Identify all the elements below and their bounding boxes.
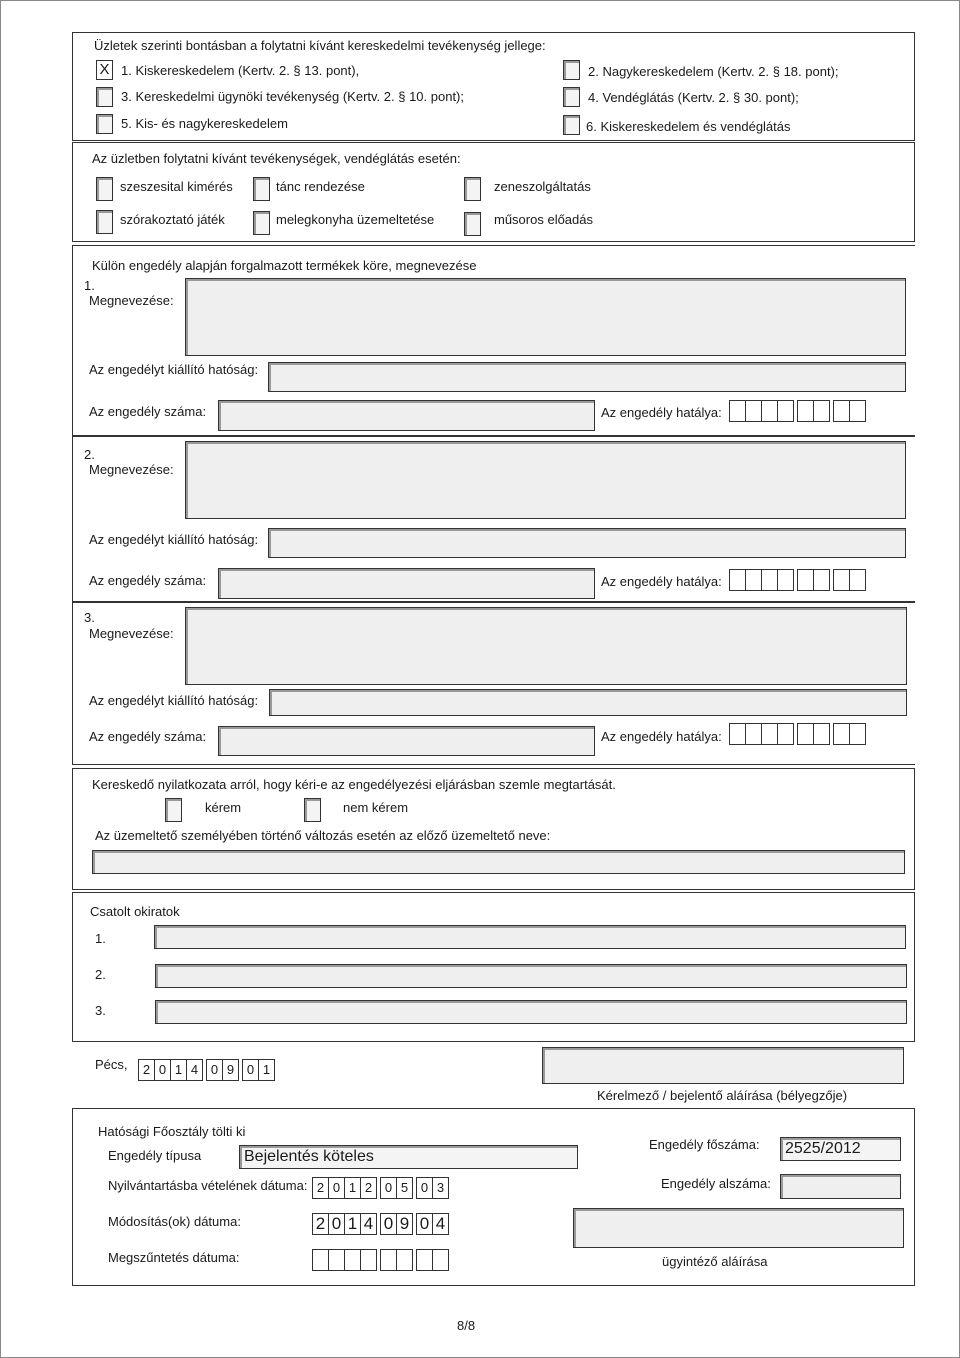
date-digit[interactable]: 2 [312,1177,329,1199]
inspection-yes-label: kérem [205,800,242,815]
main-number-field[interactable]: 2525/2012 [780,1137,901,1161]
attachments-heading: Csatolt okiratok [90,904,180,919]
inspection-no-checkbox[interactable] [304,798,321,822]
permit-3-number: 3. [84,610,95,625]
hospitality-checkbox-games[interactable] [96,210,113,234]
permit-3-validity-label: Az engedély hatálya: [601,729,722,744]
permit-1-validity-boxes[interactable] [730,400,866,424]
date-digit[interactable] [432,1249,449,1271]
permit-2-authority-field[interactable] [268,528,906,558]
date-digit[interactable]: 4 [186,1059,203,1081]
date-digit[interactable]: 0 [328,1213,345,1235]
validity-digit[interactable] [761,569,778,591]
date-digit[interactable]: 1 [344,1177,361,1199]
date-digit[interactable]: 0 [380,1213,397,1235]
attachment-3-number: 3. [95,1003,106,1018]
permit-3-name-field[interactable] [185,607,907,685]
prev-operator-field[interactable] [92,850,905,874]
date-digit[interactable] [380,1249,397,1271]
permit-2-authority-label: Az engedélyt kiállító hatóság: [89,532,259,547]
validity-digit[interactable] [729,723,746,745]
validity-digit[interactable] [729,569,746,591]
termination-date-label: Megszűntetés dátuma: [108,1250,240,1265]
inspection-no-label: nem kérem [343,800,409,815]
permit-2-name-field[interactable] [185,441,906,519]
shop-type-label-4: 4. Vendéglátás (Kertv. 2. § 30. pont); [588,90,799,105]
shop-type-label-3: 3. Kereskedelmi ügynöki tevékenység (Kertv. 2. § 10. pont); [121,89,464,104]
permit-3-number-label: Az engedély száma: [89,729,207,744]
permit-1-name-field[interactable] [185,278,906,356]
validity-digit[interactable] [777,400,794,422]
validity-digit[interactable] [761,400,778,422]
shop-type-label-2: 2. Nagykereskedelem (Kertv. 2. § 18. pont); [588,64,839,79]
clerk-signature-label: ügyintéző aláírása [662,1254,768,1269]
validity-digit[interactable] [849,569,866,591]
date-digit[interactable]: 0 [154,1059,171,1081]
date-digit[interactable]: 2 [138,1059,155,1081]
date-digit[interactable] [328,1249,345,1271]
date-digit[interactable]: 0 [416,1177,433,1199]
hospitality-label-spirits: szeszesital kimérés [120,179,233,194]
validity-digit[interactable] [849,723,866,745]
shop-type-heading: Üzletek szerinti bontásban a folytatni kívánt kereskedelmi tevékenység jellege: [94,38,546,53]
shop-type-checkbox-4[interactable] [563,87,580,107]
validity-digit[interactable] [849,400,866,422]
validity-digit[interactable] [813,569,830,591]
attachment-2-number: 2. [95,967,106,982]
permit-2-validity-label: Az engedély hatálya: [601,574,722,589]
prev-operator-label: Az üzemeltető személyében történő változás esetén az előző üzemeltető neve: [95,828,551,843]
inspection-statement: Kereskedő nyilatkozata arról, hogy kéri-e az engedélyezési eljárásban szemle megtartását. [92,777,616,792]
permit-separator [73,601,915,603]
permit-3-number-field[interactable] [218,726,595,756]
date-digit[interactable]: 3 [432,1177,449,1199]
hospitality-heading: Az üzletben folytatni kívánt tevékenységek, vendéglátás esetén: [92,151,461,166]
permit-2-validity-boxes[interactable] [730,569,866,593]
permit-1-number: 1. [84,278,95,293]
date-digit[interactable]: 0 [416,1213,433,1235]
validity-digit[interactable] [813,400,830,422]
date-digit[interactable]: 1 [170,1059,187,1081]
attachment-1-field[interactable] [154,925,906,949]
applicant-signature-caption: Kérelmező / bejelentő aláírása (bélyegzője) [597,1088,848,1103]
validity-digit[interactable] [777,723,794,745]
hospitality-label-shows: műsoros előadás [494,212,593,227]
date-digit[interactable]: 9 [222,1059,239,1081]
attachment-1-number: 1. [95,931,106,946]
main-number-label: Engedély főszáma: [649,1137,760,1152]
date-digit[interactable]: 1 [344,1213,361,1235]
date-digit[interactable] [312,1249,329,1271]
validity-digit[interactable] [797,569,814,591]
date-digit[interactable]: 0 [380,1177,397,1199]
clerk-signature-field[interactable] [573,1208,904,1248]
date-digit[interactable] [396,1249,413,1271]
inspection-yes-checkbox[interactable] [165,798,182,822]
validity-digit[interactable] [745,723,762,745]
shop-type-checkbox-3[interactable] [96,87,113,107]
permit-3-authority-field[interactable] [269,689,907,716]
validity-digit[interactable] [777,569,794,591]
permits-heading: Külön engedély alapján forgalmazott termékek köre, megnevezése [92,258,477,273]
sub-number-field[interactable] [780,1174,901,1199]
permit-type-field[interactable]: Bejelentés köteles [239,1145,578,1169]
hospitality-label-kitchen: melegkonyha üzemeltetése [276,212,435,227]
permit-1-authority-field[interactable] [268,362,906,392]
shop-type-label-6: 6. Kiskereskedelem és vendéglátás [586,119,791,134]
hospitality-label-dance: tánc rendezése [276,179,365,194]
office-heading: Hatósági Főosztály tölti ki [98,1124,246,1139]
permit-type-label: Engedély típusa [108,1148,202,1163]
shop-type-label-1: 1. Kiskereskedelem (Kertv. 2. § 13. pont), [121,63,360,78]
permit-2-name-label: Megnevezése: [89,462,174,477]
hospitality-checkbox-spirits[interactable] [96,177,113,201]
validity-digit[interactable] [833,400,850,422]
registration-date-boxes[interactable] [313,1177,449,1199]
termination-date-boxes[interactable] [313,1249,449,1271]
hospitality-checkbox-dance[interactable] [253,177,270,201]
shop-type-checkbox-1[interactable]: X [96,60,113,80]
date-digit[interactable] [416,1249,433,1271]
attachment-2-field[interactable] [155,964,907,988]
date-digit[interactable] [360,1249,377,1271]
shop-type-checkbox-6[interactable] [563,115,580,135]
date-digit[interactable] [344,1249,361,1271]
date-digit[interactable]: 4 [432,1213,449,1235]
permit-1-name-label: Megnevezése: [89,293,174,308]
permit-separator [73,435,915,437]
permit-1-number-label: Az engedély száma: [89,404,207,419]
permit-2-number: 2. [84,447,95,462]
permit-3-name-label: Megnevezése: [89,626,174,641]
date-digit[interactable]: 2 [312,1213,329,1235]
permit-2-number-label: Az engedély száma: [89,573,207,588]
page-number: 8/8 [457,1318,476,1333]
permit-3-validity-boxes[interactable] [730,723,866,747]
permit-2-number-field[interactable] [218,568,595,599]
date-digit[interactable]: 4 [360,1213,377,1235]
sub-number-label: Engedély alszáma: [661,1176,771,1191]
hospitality-checkbox-music[interactable] [464,177,481,201]
permit-1-number-field[interactable] [218,400,595,431]
registration-date-label: Nyilvántartásba vételének dátuma: [108,1178,308,1193]
hospitality-checkbox-kitchen[interactable] [253,211,270,235]
permit-1-validity-label: Az engedély hatálya: [601,405,722,420]
modification-date-label: Módosítás(ok) dátuma: [108,1214,241,1229]
validity-digit[interactable] [833,569,850,591]
date-digit[interactable]: 1 [258,1059,275,1081]
attachment-3-field[interactable] [155,1000,907,1024]
applicant-signature-field[interactable] [542,1047,904,1084]
shop-type-checkbox-5[interactable] [96,114,113,134]
signature-date-boxes[interactable] [139,1059,275,1081]
modification-date-boxes[interactable] [313,1213,449,1235]
signature-place: Pécs, [95,1057,128,1072]
validity-digit[interactable] [745,400,762,422]
validity-digit[interactable] [813,723,830,745]
validity-digit[interactable] [797,400,814,422]
date-digit[interactable]: 0 [328,1177,345,1199]
shop-type-label-5: 5. Kis- és nagykereskedelem [121,116,288,131]
date-digit[interactable]: 9 [396,1213,413,1235]
validity-digit[interactable] [729,400,746,422]
validity-digit[interactable] [797,723,814,745]
hospitality-checkbox-shows[interactable] [464,212,481,236]
date-digit[interactable]: 0 [242,1059,259,1081]
hospitality-label-games: szórakoztató játék [120,212,225,227]
validity-digit[interactable] [761,723,778,745]
date-digit[interactable]: 5 [396,1177,413,1199]
validity-digit[interactable] [833,723,850,745]
permit-1-authority-label: Az engedélyt kiállító hatóság: [89,362,259,377]
hospitality-label-music: zeneszolgáltatás [494,179,591,194]
validity-digit[interactable] [745,569,762,591]
date-digit[interactable]: 2 [360,1177,377,1199]
permit-3-authority-label: Az engedélyt kiállító hatóság: [89,693,259,708]
date-digit[interactable]: 0 [206,1059,223,1081]
shop-type-checkbox-2[interactable] [563,60,580,80]
